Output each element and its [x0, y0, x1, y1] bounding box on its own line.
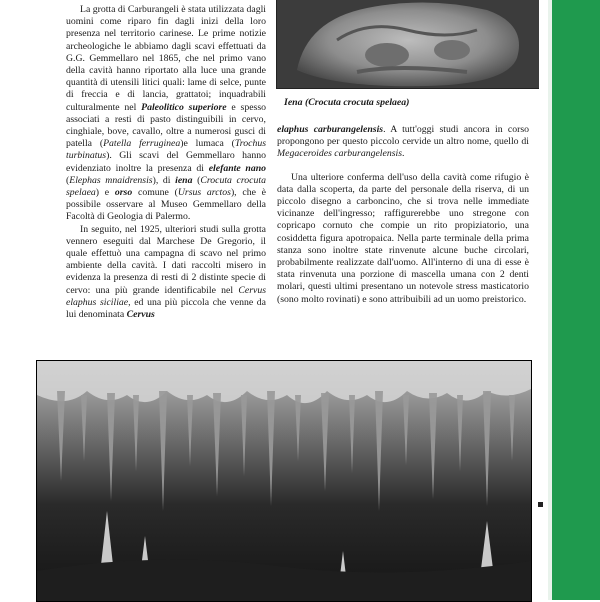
- left-text-column: [66, 4, 266, 321]
- bullet-mark: [538, 502, 543, 507]
- photo-caption: Iena (Crocuta crocuta spelaea): [284, 97, 410, 108]
- right-text-column: [277, 124, 529, 306]
- paragraph: La grotta di Carburangeli è stata utilizzata dagli uomini come riparo fin dagli inizi della loro presenza nel territorio carinese. Le prime notizie archeologiche le abbiamo dagli scavi effettuati da G.G. Gemmellaro nel 1865, che nel primo vano della cavità hanno riportato alla luce una grande quantità di utensili litici quali: lame di selce, punte di freccia e di lancia, grattatoi; inquadrabili culturalmente nel Paleolitico superiore e spesso associati a resti di pasto distinguibili in cervo, cinghiale, bove, cavallo, oltre a numerosi gusci di patella (Patella ferruginea)e lumaca (Trochus turbinatus). Gli scavi del Gemmellaro hanno evidenziato inoltre la presenza di elefante nano (Elephas mnaidrensis), di iena (Crocuta crocuta spelaea) e orso comune (Ursus arctos), che è possibile osservare al Museo Gemmellaro della Facoltà di Geologia di Palermo.: [66, 4, 266, 223]
- paragraph: Una ulteriore conferma dell'uso della cavità come rifugio è data dalla scoperta, da parte del personale della riserva, di un piccolo disegno a carboncino, che si trova nelle immediate vicinanze dell'ingresso; raffigurerebbe uno stregone con copricapo cornuto che compie un rito propiziatorio, una cosiddetta figura apotropaica. Nella parte terminale della prima stanza sono inoltre state rinvenute alcune buche circolari, probabilmente realizzate dall'uomo. All'interno di una di esse è stata rinvenuta una porzione di mascella umana con 2 denti molari, questi ultimi presentano un notevole stress masticatorio (sono molto rovinati) e sono attribuibili ad un uomo preistorico.: [277, 171, 529, 305]
- hyena-fossil-photo: [276, 0, 539, 89]
- green-side-bar: [552, 0, 600, 600]
- cave-stalactites-photo: [36, 360, 532, 602]
- paragraph: elaphus carburangelensis. A tutt'oggi studi ancora in corso propongono per questo piccolo cervide un altro nome, quello di Megaceroides carburangelensis.: [277, 124, 529, 160]
- paragraph: In seguito, nel 1925, ulteriori studi sulla grotta vennero eseguiti dal Marchese De Gregorio, il quale effettuò una campagna di scavo nel primo ambiente della cavità. I dati raccolti misero in evidenza la presenza di resti di 2 distinte specie di cervo: una più grande identificabile nel Cervus elaphus siciliae, ed una più piccola che venne da lui denominata Cervus: [66, 223, 266, 321]
